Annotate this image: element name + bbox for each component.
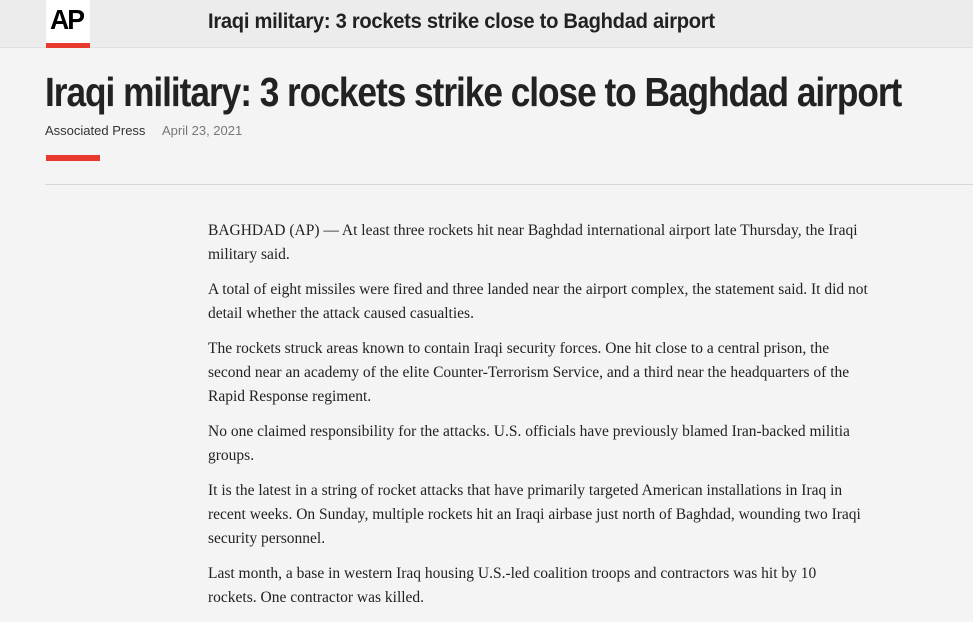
article-byline[interactable]: Associated Press	[45, 123, 146, 138]
logo-accent-bar	[46, 43, 90, 48]
article-paragraph: A total of eight missiles were fired and three landed near the airport complex, the statement said. It did not detail whether the attack caused casualties.	[208, 281, 868, 322]
sticky-header	[0, 0, 973, 48]
article-headline: Iraqi military: 3 rockets strike close to Baghdad airport	[45, 69, 902, 115]
article-body	[208, 219, 868, 621]
article-paragraph: The rockets struck areas known to contain Iraqi security forces. One hit close to a central prison, the second near an academy of the elite Counter-Terrorism Service, and a third near the headquarters of the Rapid Response regiment.	[208, 340, 850, 405]
sticky-header-title: Iraqi military: 3 rockets strike close to Baghdad airport	[208, 10, 715, 33]
ap-logo[interactable]	[46, 0, 90, 48]
headline-accent-bar	[46, 155, 100, 161]
ap-logo-text: AP	[50, 4, 84, 35]
article-date: April 23, 2021	[162, 123, 243, 138]
article-paragraph: No one claimed responsibility for the attacks. U.S. officials have previously blamed Iran-backed militia groups.	[208, 423, 850, 464]
article-paragraph: It is the latest in a string of rocket attacks that have primarily targeted American installations in Iraq in recent weeks. On Sunday, multiple rockets hit an Iraqi airbase just north of Baghdad, wounding two Iraqi security personnel.	[208, 482, 861, 547]
header-divider	[45, 184, 973, 185]
article-paragraph: BAGHDAD (AP) — At least three rockets hit near Baghdad international airport late Thursday, the Iraqi military said.	[208, 222, 858, 263]
article-paragraph: Last month, a base in western Iraq housing U.S.-led coalition troops and contractors was hit by 10 rockets. One contractor was killed.	[208, 565, 817, 606]
